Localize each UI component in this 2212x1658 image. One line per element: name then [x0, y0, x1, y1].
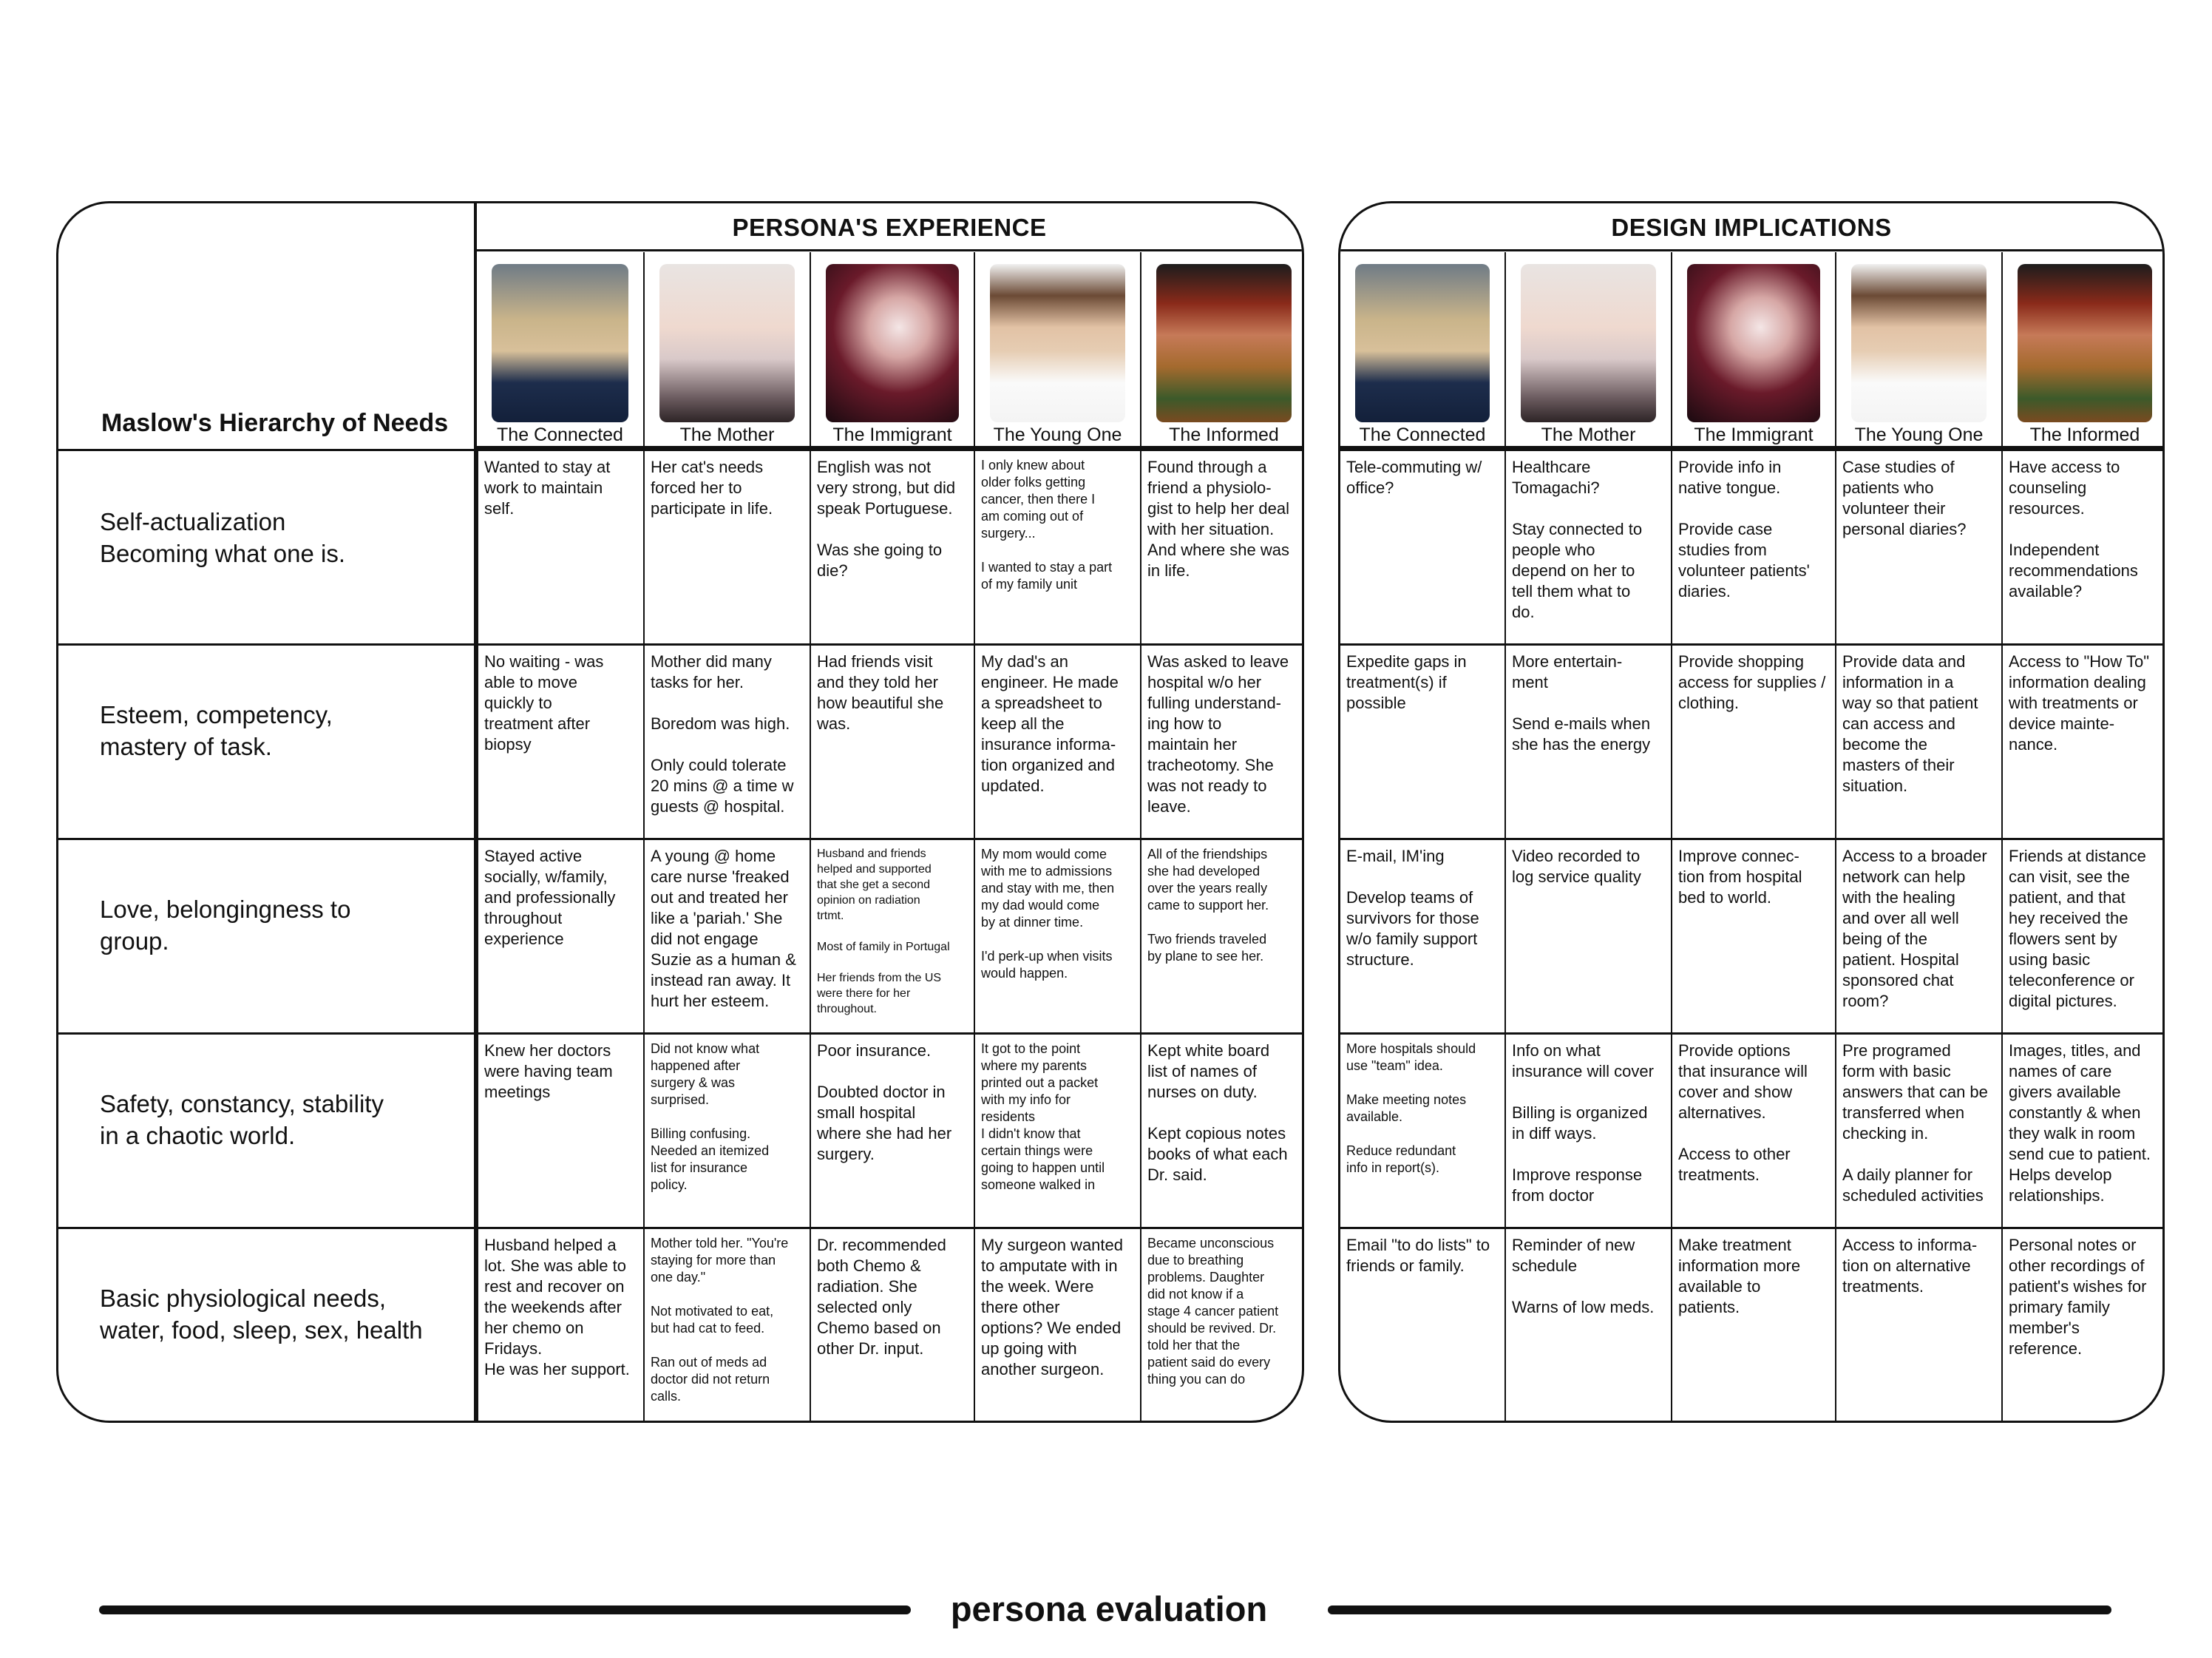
- maslow-title: Maslow's Hierarchy of Needs: [101, 409, 449, 437]
- implication-cell: Email "to do lists" to friends or family.: [1346, 1236, 1490, 1275]
- design-implications-header: [1340, 203, 2162, 449]
- persona-photo-young-one: [1851, 264, 1987, 422]
- persona-card-immigrant: [1671, 252, 1835, 449]
- experience-cell: Stayed active socially, w/family, and professionally throughout experience: [477, 840, 643, 1032]
- persona-name: The Connected: [497, 424, 623, 445]
- implication-cell: Reminder of new schedule Warns of low meds.: [1504, 1229, 1671, 1423]
- implication-cell: Case studies of patients who volunteer their personal diaries?: [1835, 451, 2001, 643]
- persona-photo-informed: [2018, 264, 2152, 422]
- persona-experience-header: [477, 203, 1302, 449]
- persona-name: The Informed: [2029, 424, 2140, 445]
- implication-cell: E-mail, IM'ing Develop teams of survivors for those w/o family support structure.: [1346, 847, 1479, 969]
- implication-cell: Access to a broader network can help with the healing and over all well being of the patient. Hospital sponsored chat room?: [1835, 840, 2001, 1032]
- header-divider: [1340, 249, 2162, 251]
- experience-cell: Mother did many tasks for her. Boredom was high. Only could tolerate 20 mins @ a time w guests @ hospital.: [643, 646, 810, 838]
- need-label: Self-actualization Becoming what one is.: [100, 508, 346, 567]
- need-label: Safety, constancy, stability in a chaotic world.: [100, 1090, 384, 1149]
- persona-card-mother: [643, 252, 810, 449]
- persona-card-informed: [1140, 252, 1304, 449]
- row-esteem: [58, 643, 1302, 838]
- footer-rule-right: [1328, 1605, 2111, 1614]
- persona-card-connected: [477, 252, 643, 449]
- experience-cell: Husband and friends helped and supported that she get a second opinion on radiation trtmt. Most of family in Portugal Her friends from the US were there for her throughout.: [810, 840, 974, 1032]
- implication-cell: Info on what insurance will cover Billing is organized in diff ways. Improve response from doctor: [1504, 1035, 1671, 1227]
- experience-cell: Was asked to leave hospital w/o her fulling understand- ing how to maintain her tracheotomy. She was not ready to leave.: [1140, 646, 1304, 838]
- implication-cell: Provide shopping access for supplies / clothing.: [1671, 646, 1835, 838]
- implication-cell: Provide info in native tongue. Provide case studies from volunteer patients' diaries.: [1671, 451, 1835, 643]
- persona-name: The Immigrant: [832, 424, 952, 445]
- persona-card-young-one: [1835, 252, 2001, 449]
- implication-cell: Improve connec- tion from hospital bed to world.: [1671, 840, 1835, 1032]
- persona-card-young-one: [974, 252, 1140, 449]
- experience-cell: Husband helped a lot. She was able to rest and recover on the weekends after her chemo on Fridays. He was her support.: [477, 1229, 643, 1423]
- experience-cell: Did not know what happened after surgery & was surprised. Billing confusing. Needed an itemized list for insurance policy.: [643, 1035, 810, 1227]
- persona-name: The Mother: [1541, 424, 1636, 445]
- experience-cell: Kept white board list of names of nurses on duty. Kept copious notes books of what each Dr. said.: [1140, 1035, 1304, 1227]
- experience-cell: Knew her doctors were having team meetings: [477, 1035, 643, 1227]
- implication-cell: Make treatment information more available to patients.: [1671, 1229, 1835, 1423]
- persona-experience-title: PERSONA'S EXPERIENCE: [732, 214, 1047, 241]
- experience-cell: Dr. recommended both Chemo & radiation. She selected only Chemo based on other Dr. input.: [810, 1229, 974, 1423]
- experience-cell: English was not very strong, but did speak Portuguese. Was she going to die?: [810, 451, 974, 643]
- implication-cell: Pre programed form with basic answers that can be transferred when checking in. A daily planner for scheduled activities: [1835, 1035, 2001, 1227]
- persona-name: The Connected: [1359, 424, 1486, 445]
- design-implications-title: DESIGN IMPLICATIONS: [1611, 214, 1892, 241]
- persona-photo-immigrant: [1687, 264, 1820, 422]
- row-esteem: [1340, 643, 2162, 838]
- implication-cell: Healthcare Tomagachi? Stay connected to people who depend on her to tell them what to do.: [1504, 451, 1671, 643]
- footer-rule-left: [99, 1605, 911, 1614]
- implication-cell: Access to informa- tion on alternative treatments.: [1835, 1229, 2001, 1423]
- persona-card-connected: [1340, 252, 1504, 449]
- row-love-belongingness: [58, 838, 1302, 1032]
- footer-caption: persona evaluation: [950, 1589, 1268, 1628]
- persona-experience-panel: [56, 201, 1304, 1423]
- implication-cell: Images, titles, and names of care givers available constantly & when they walk in room send cue to patient. Helps develop relationships.: [2001, 1035, 2165, 1227]
- experience-cell: No waiting - was able to move quickly to treatment after biopsy: [477, 646, 643, 838]
- persona-photo-connected: [1355, 264, 1490, 422]
- row-self-actualization: [58, 449, 1302, 643]
- persona-card-informed: [2001, 252, 2165, 449]
- experience-cell: Mother told her. "You're staying for more than one day." Not motivated to eat, but had cat to feed. Ran out of meds ad doctor did not return calls.: [643, 1229, 810, 1423]
- need-label: Love, belongingness to group.: [100, 896, 351, 955]
- persona-card-mother: [1504, 252, 1671, 449]
- persona-photo-young-one: [990, 264, 1125, 422]
- implication-cell: Video recorded to log service quality: [1504, 840, 1671, 1032]
- row-basic-physiological: [1340, 1227, 2162, 1423]
- persona-photo-mother: [659, 264, 795, 422]
- row-safety: [58, 1032, 1302, 1227]
- implication-cell: Personal notes or other recordings of patient's wishes for primary family member's reference.: [2001, 1229, 2165, 1423]
- implication-cell: Provide options that insurance will cover and show alternatives. Access to other treatments.: [1671, 1035, 1835, 1227]
- persona-photo-informed: [1156, 264, 1292, 422]
- header-divider: [477, 249, 1302, 251]
- experience-cell: My surgeon wanted to amputate with in the week. Were there other options? We ended up going with another surgeon.: [974, 1229, 1140, 1423]
- persona-photo-mother: [1521, 264, 1656, 422]
- implication-cell: More entertain- ment Send e-mails when she has the energy: [1504, 646, 1671, 838]
- persona-name: The Mother: [679, 424, 775, 445]
- experience-cell: Poor insurance. Doubted doctor in small hospital where she had her surgery.: [810, 1035, 974, 1227]
- experience-cell: Had friends visit and they told her how beautiful she was.: [810, 646, 974, 838]
- experience-cell: Her cat's needs forced her to participate in life.: [643, 451, 810, 643]
- experience-cell: All of the friendships she had developed over the years really came to support her. Two friends traveled by plane to see her.: [1140, 840, 1304, 1032]
- experience-cell: My dad's an engineer. He made a spreadsheet to keep all the insurance informa- tion organized and updated.: [974, 646, 1140, 838]
- implication-cell: Access to "How To" information dealing with treatments or device mainte- nance.: [2001, 646, 2165, 838]
- persona-photo-immigrant: [826, 264, 959, 422]
- persona-card-immigrant: [810, 252, 974, 449]
- implication-cell: Provide data and information in a way so that patient can access and become the masters of their situation.: [1835, 646, 2001, 838]
- implication-cell: More hospitals should use "team" idea. Make meeting notes available. Reduce redundant info in report(s).: [1346, 1041, 1476, 1175]
- row-love-belongingness: [1340, 838, 2162, 1032]
- row-safety: [1340, 1032, 2162, 1227]
- experience-cell: It got to the point where my parents printed out a packet with my info for residents I didn't know that certain things were going to happen until someone walked in: [974, 1035, 1140, 1227]
- experience-cell: A young @ home care nurse 'freaked out and treated her like a 'pariah.' She did not engage Suzie as a human & instead ran away. It hurt her esteem.: [643, 840, 810, 1032]
- need-label: Esteem, competency, mastery of task.: [100, 701, 333, 760]
- persona-photo-connected: [492, 264, 628, 422]
- experience-cell: I only knew about older folks getting cancer, then there I am coming out of surgery... I wanted to stay a part of my family unit: [974, 451, 1140, 643]
- row-basic-physiological: [58, 1227, 1302, 1423]
- experience-cell: Became unconscious due to breathing problems. Daughter did not know if a stage 4 cancer patient should be revived. Dr. told her that the patient said do every thing you can do: [1140, 1229, 1304, 1423]
- implication-cell: Have access to counseling resources. Independent recommendations available?: [2001, 451, 2165, 643]
- experience-cell: Wanted to stay at work to maintain self.: [477, 451, 643, 643]
- implication-cell: Friends at distance can visit, see the patient, and that hey received the flowers sent by using basic teleconference or digital pictures.: [2001, 840, 2165, 1032]
- design-implications-panel: [1338, 201, 2165, 1423]
- persona-name: The Young One: [993, 424, 1122, 445]
- persona-name: The Young One: [1854, 424, 1984, 445]
- experience-cell: My mom would come with me to admissions and stay with me, then my dad would come by at dinner time. I'd perk-up when visits would happen.: [974, 840, 1140, 1032]
- implication-cell: Expedite gaps in treatment(s) if possible: [1346, 652, 1467, 712]
- need-label: Basic physiological needs, water, food, sleep, sex, health: [100, 1285, 423, 1344]
- persona-name: The Informed: [1169, 424, 1279, 445]
- implication-cell: Tele-commuting w/ office?: [1346, 458, 1482, 497]
- experience-cell: Found through a friend a physiolo- gist to help her deal with her situation. And where she was in life.: [1140, 451, 1304, 643]
- persona-name: The Immigrant: [1694, 424, 1814, 445]
- row-self-actualization: [1340, 449, 2162, 643]
